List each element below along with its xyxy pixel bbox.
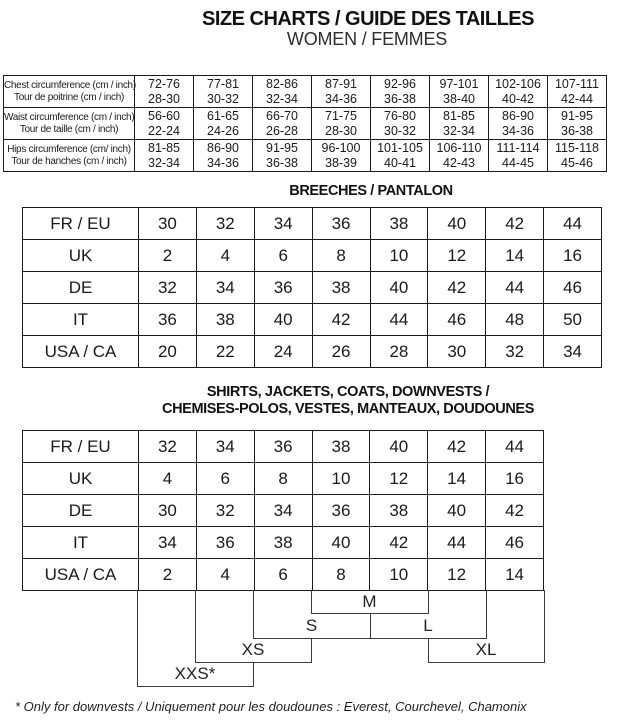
size-cell: 14 (428, 463, 486, 495)
size-row-label: IT (23, 304, 139, 336)
bracket-line (137, 590, 138, 686)
measurement-cell (312, 140, 371, 172)
size-cell: 12 (428, 559, 486, 591)
bracket-line (486, 590, 487, 638)
bracket-line (544, 590, 545, 662)
table-row (23, 559, 544, 591)
size-cell: 30 (139, 495, 197, 527)
measurement-inch-value: 44-45 (502, 155, 534, 170)
size-cell: 38 (254, 527, 312, 559)
measurement-inch-value: 34-36 (325, 91, 357, 106)
measurement-cm-value: 97-101 (439, 77, 479, 91)
footnote: * Only for downvests / Uniquement pour les doudounes : Everest, Courchevel, Chamonix (15, 699, 527, 714)
measurement-cell (548, 108, 607, 140)
bracket-line (195, 590, 196, 662)
measurement-cell (194, 76, 253, 108)
size-cell: 30 (428, 336, 486, 368)
size-cell: 40 (370, 431, 428, 463)
size-cell: 4 (196, 240, 254, 272)
size-cell: 12 (370, 463, 428, 495)
size-cell: 36 (254, 431, 312, 463)
measurement-row-label (4, 76, 135, 108)
page-title: SIZE CHARTS / GUIDE DES TAILLES (202, 8, 534, 30)
measurement-inch-value: 32-34 (266, 91, 298, 106)
size-cell: 42 (370, 527, 428, 559)
size-cell: 30 (139, 208, 197, 240)
measurement-cm-value: 77-81 (207, 77, 239, 91)
table-row (23, 336, 602, 368)
measurement-cm-value: 76-80 (384, 109, 416, 123)
size-cell: 32 (486, 336, 544, 368)
table-row (23, 431, 544, 463)
size-cell: 40 (254, 304, 312, 336)
size-cell: 38 (370, 495, 428, 527)
size-row-label: DE (23, 495, 139, 527)
size-cell: 40 (428, 208, 486, 240)
measurement-row-label (4, 140, 135, 172)
measurement-inch-value: 38-40 (443, 91, 475, 106)
measurement-cm-value: 86-90 (207, 141, 239, 155)
size-cell: 38 (312, 272, 370, 304)
size-cell: 40 (428, 495, 486, 527)
size-cell: 22 (196, 336, 254, 368)
measurement-cm-value: 107-111 (554, 77, 600, 91)
measurement-cell (489, 140, 548, 172)
measurement-inch-value: 36-38 (266, 155, 298, 170)
size-cell: 38 (370, 208, 428, 240)
size-cell: 42 (428, 431, 486, 463)
measurement-label-fr: Tour de poitrine (cm / inch) (14, 91, 124, 103)
measurement-cm-value: 82-86 (266, 77, 298, 91)
measurement-inch-value: 42-44 (561, 91, 593, 106)
measurement-inch-value: 40-41 (384, 155, 416, 170)
measurement-cell (135, 140, 194, 172)
measurement-label-fr: Tour de hanches (cm / inch) (11, 155, 127, 167)
measurement-cm-value: 91-95 (266, 141, 298, 155)
measurement-cm-value: 72-76 (148, 77, 180, 91)
bracket-line (428, 662, 545, 663)
size-cell: 4 (139, 463, 197, 495)
measurement-cm-value: 106-110 (436, 141, 482, 155)
measurement-inch-value: 32-34 (148, 155, 180, 170)
measurement-inch-value: 34-36 (502, 123, 534, 138)
size-cell: 6 (254, 240, 312, 272)
size-row-label: UK (23, 240, 139, 272)
measurement-cell (430, 76, 489, 108)
size-cell: 32 (139, 431, 197, 463)
measurement-cm-value: 66-70 (266, 109, 298, 123)
table-row (23, 527, 544, 559)
bracket-line (311, 590, 312, 613)
size-cell: 2 (139, 559, 197, 591)
size-cell: 38 (312, 431, 370, 463)
size-cell: 44 (486, 431, 544, 463)
size-cell: 42 (312, 304, 370, 336)
measurement-cm-value: 56-60 (148, 109, 180, 123)
size-cell: 16 (486, 463, 544, 495)
measurement-cell (489, 76, 548, 108)
shirts-title-line2: CHEMISES-POLOS, VESTES, MANTEAUX, DOUDOUNES (162, 401, 534, 417)
measurement-cell (312, 108, 371, 140)
bracket-line (311, 638, 312, 662)
measurement-cm-value: 81-85 (148, 141, 180, 155)
size-cell: 40 (370, 272, 428, 304)
size-cell: 42 (486, 495, 544, 527)
size-cell: 36 (139, 304, 197, 336)
size-cell: 38 (196, 304, 254, 336)
size-row-label: FR / EU (23, 208, 139, 240)
size-cell: 40 (312, 527, 370, 559)
size-cell: 44 (544, 208, 602, 240)
measurement-inch-value: 32-34 (443, 123, 475, 138)
measurement-cell (194, 140, 253, 172)
size-cell: 8 (312, 240, 370, 272)
measurement-row-label (4, 108, 135, 140)
bracket-line (370, 613, 371, 638)
size-cell: 44 (486, 272, 544, 304)
size-cell: 4 (196, 559, 254, 591)
size-cell: 12 (428, 240, 486, 272)
measurement-cell (371, 108, 430, 140)
size-cell: 32 (139, 272, 197, 304)
size-cell: 34 (139, 527, 197, 559)
size-cell: 14 (486, 240, 544, 272)
measurement-cell (253, 140, 312, 172)
size-cell: 48 (486, 304, 544, 336)
page-subtitle: WOMEN / FEMMES (286, 29, 448, 49)
size-cell: 10 (370, 559, 428, 591)
size-cell: 8 (312, 559, 370, 591)
measurement-inch-value: 38-39 (325, 155, 357, 170)
bracket-line (253, 590, 254, 638)
measurement-cm-value: 91-95 (561, 109, 593, 123)
size-cell: 50 (544, 304, 602, 336)
measurement-inch-value: 28-30 (325, 123, 357, 138)
size-cell: 6 (196, 463, 254, 495)
size-cell: 46 (544, 272, 602, 304)
size-cell: 36 (312, 495, 370, 527)
size-cell: 34 (254, 495, 312, 527)
measurement-inch-value: 45-46 (561, 155, 593, 170)
size-bracket-label: M (362, 591, 377, 611)
size-row-label: UK (23, 463, 139, 495)
size-cell: 36 (312, 208, 370, 240)
size-cell: 32 (196, 495, 254, 527)
size-cell: 34 (254, 208, 312, 240)
table-row (23, 495, 544, 527)
table-row (23, 272, 602, 304)
measurement-inch-value: 22-24 (148, 123, 180, 138)
measurement-cell (312, 76, 371, 108)
measurement-label-en: Waist circumference (cm / inch) (4, 112, 135, 123)
size-cell: 6 (254, 559, 312, 591)
measurement-row (4, 108, 607, 140)
measurement-cell (135, 76, 194, 108)
measurement-cm-value: 81-85 (443, 109, 475, 123)
size-cell: 42 (486, 208, 544, 240)
bracket-line (428, 590, 429, 613)
shirts-table (22, 430, 544, 591)
measurement-cell (548, 140, 607, 172)
measurement-row (4, 140, 607, 172)
table-row (23, 304, 602, 336)
table-row (23, 208, 602, 240)
size-cell: 44 (370, 304, 428, 336)
measurement-inch-value: 34-36 (207, 155, 239, 170)
measurement-label-fr: Tour de taille (cm / inch) (19, 123, 119, 135)
bracket-line (253, 638, 371, 639)
size-row-label: DE (23, 272, 139, 304)
size-bracket-label: S (305, 615, 318, 635)
measurement-label-en: Chest circumference (cm / inch) (4, 80, 136, 91)
shirts-title-line1: SHIRTS, JACKETS, COATS, DOWNVESTS / (206, 384, 490, 400)
size-cell: 8 (254, 463, 312, 495)
measurement-cm-value: 71-75 (325, 109, 357, 123)
measurement-cell (430, 108, 489, 140)
size-cell: 36 (196, 527, 254, 559)
measurement-cm-value: 115-118 (554, 141, 600, 155)
measurement-cell (430, 140, 489, 172)
measurement-cm-value: 86-90 (502, 109, 534, 123)
measurement-cell (135, 108, 194, 140)
measurement-inch-value: 26-28 (266, 123, 298, 138)
measurement-inch-value: 36-38 (561, 123, 593, 138)
size-cell: 16 (544, 240, 602, 272)
size-cell: 46 (428, 304, 486, 336)
measurement-inch-value: 30-32 (384, 123, 416, 138)
shirts-section-title (162, 384, 534, 418)
measurement-cm-value: 61-65 (207, 109, 239, 123)
measurement-cm-value: 102-106 (495, 77, 541, 91)
size-bracket-label: L (423, 615, 433, 635)
size-cell: 10 (370, 240, 428, 272)
table-row (23, 240, 602, 272)
measurement-inch-value: 28-30 (148, 91, 180, 106)
size-cell: 34 (196, 431, 254, 463)
measurement-cm-value: 92-96 (384, 77, 416, 91)
measurement-inch-value: 40-42 (502, 91, 534, 106)
size-cell: 34 (196, 272, 254, 304)
size-row-label: USA / CA (23, 559, 139, 591)
measurement-cell (548, 76, 607, 108)
size-row-label: FR / EU (23, 431, 139, 463)
measurement-inch-value: 30-32 (207, 91, 239, 106)
size-cell: 34 (544, 336, 602, 368)
size-cell: 42 (428, 272, 486, 304)
measurement-cm-value: 111-114 (496, 141, 540, 155)
measurement-cm-value: 96-100 (321, 141, 361, 155)
measurement-table (3, 75, 607, 172)
measurement-cell (253, 108, 312, 140)
breeches-section-title: BREECHES / PANTALON (289, 183, 453, 199)
size-cell: 36 (254, 272, 312, 304)
size-cell: 32 (196, 208, 254, 240)
bracket-line (137, 686, 254, 687)
bracket-line (253, 662, 254, 686)
size-cell: 26 (312, 336, 370, 368)
size-cell: 24 (254, 336, 312, 368)
size-bracket-label: XS (241, 640, 265, 659)
measurement-cell (194, 108, 253, 140)
size-cell: 46 (486, 527, 544, 559)
size-bracket-label: XL (475, 640, 497, 659)
size-cell: 10 (312, 463, 370, 495)
breeches-table (22, 207, 602, 368)
measurement-cell (253, 76, 312, 108)
size-cell: 28 (370, 336, 428, 368)
measurement-cm-value: 87-91 (325, 77, 357, 91)
measurement-cm-value: 101-105 (377, 141, 423, 155)
size-row-label: USA / CA (23, 336, 139, 368)
table-row (23, 463, 544, 495)
size-cell: 2 (139, 240, 197, 272)
size-cell: 20 (139, 336, 197, 368)
measurement-cell (489, 108, 548, 140)
size-cell: 14 (486, 559, 544, 591)
measurement-cell (371, 140, 430, 172)
measurement-label-en: Hips circumference (cm/ inch) (7, 144, 131, 155)
size-cell: 44 (428, 527, 486, 559)
measurement-cell (371, 76, 430, 108)
size-bracket-label: XXS* (174, 664, 216, 683)
measurement-inch-value: 42-43 (443, 155, 475, 170)
size-row-label: IT (23, 527, 139, 559)
measurement-inch-value: 36-38 (384, 91, 416, 106)
measurement-inch-value: 24-26 (207, 123, 239, 138)
measurement-row (4, 76, 607, 108)
bracket-line (428, 638, 429, 662)
